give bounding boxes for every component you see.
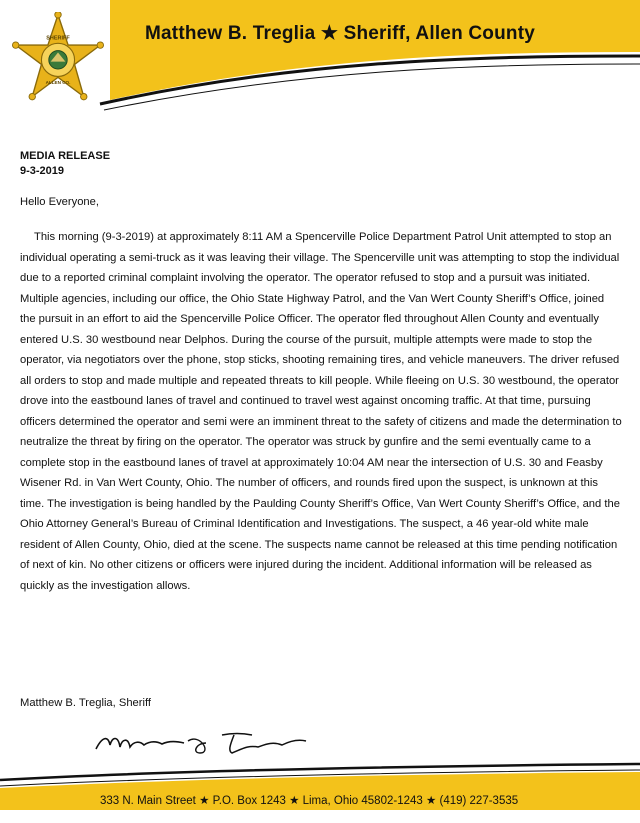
greeting: Hello Everyone, — [20, 196, 99, 208]
svg-text:ALLEN CO.: ALLEN CO. — [45, 79, 71, 85]
svg-text:SHERIFF: SHERIFF — [46, 35, 70, 42]
footer-address: 333 N. Main Street ★ P.O. Box 1243 ★ Lima, Ohio 45802-1243 ★ (419) 227-3535 — [100, 795, 519, 807]
release-heading — [20, 149, 110, 179]
sheriff-star-badge-icon — [12, 12, 104, 104]
signature-icon — [92, 727, 312, 757]
letterhead-title: Matthew B. Treglia ★ Sheriff, Allen County — [145, 23, 535, 44]
closing-signoff: Matthew B. Treglia, Sheriff — [20, 697, 151, 709]
release-body: This morning (9-3-2019) at approximately 8:11 AM a Spencerville Police Department Patrol Unit attempted to stop an individual operating a semi-truck as it was leaving their village. The Spencerville unit was attempting to stop the individual due to a reported criminal complaint involving the operator. The operator refused to stop and a pursuit was initiated. Multiple agencies, including our office, the Ohio State Highway Patrol, and the Van Wert County Sheriff’s Office, joined the pursuit in an effort to aid the Spencerville Police Officer. The operator fled throughout Allen County and eventually entered U.S. 30 westbound near Delphos. During the course of the pursuit, multiple attempts were made to stop the operator, via negotiators over the phone, stop sticks, shooting remaining tires, and vehicle maneuvers. The driver refused all orders to stop and made multiple and repeated threats to kill people. While fleeing on U.S. 30 westbound, the operator drove into the eastbound lanes of travel and continued to travel west against oncoming traffic. At that time, pursuing officers determined the operator and semi were an imminent threat to the safety of citizens and made the determination to neutralize the threat by firing on the operator. The operator was struck by gunfire and the semi eventually came to a complete stop in the eastbound lanes of travel at approximately 10:04 AM near the intersection of U.S. 30 and Feasby Wisener Rd. in Van Wert County, Ohio. The number of officers, and rounds fired upon the suspect, is unknown at this time. The investigation is being handled by the Paulding County Sheriff’s Office, Van Wert County Sheriff’s Office, and the Ohio Attorney General’s Bureau of Criminal Identification and Investigations. The suspect, a 46 year-old white male resident of Allen County, Ohio, died at the scene. The suspects name cannot be released at this time pending notification of next of kin. No other citizens or officers were injured during the incident. Additional information will be released as quickly as the investigation allows. — [20, 231, 622, 592]
footer-band — [0, 760, 640, 823]
media-release-label: MEDIA RELEASE — [20, 150, 111, 162]
release-date: 9-3-2019 — [20, 165, 65, 177]
